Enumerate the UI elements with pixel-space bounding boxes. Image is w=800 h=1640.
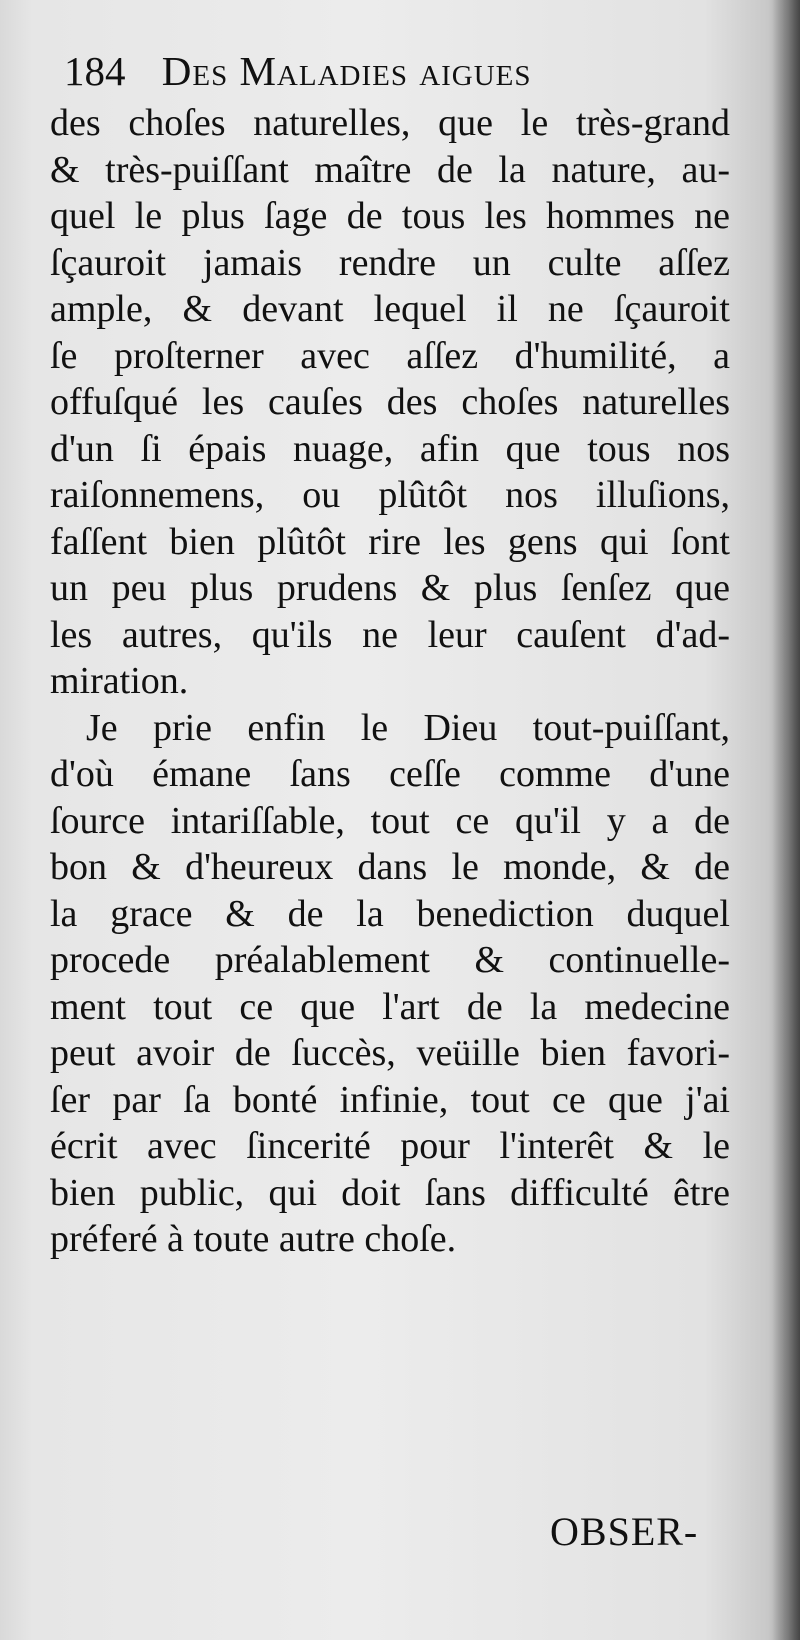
text-line: ample, & devant lequel il ne ſçauroit <box>50 288 730 330</box>
catchword: OBSER- <box>550 1509 699 1554</box>
running-title: Des Maladies aigues <box>161 48 532 94</box>
text-line: ſe proſterner avec aſſez d'humilité, a <box>50 334 730 377</box>
text-line: ſçauroit jamais rendre un culte aſſez <box>50 241 730 284</box>
page-edge-shadow <box>772 0 800 1640</box>
text-line: la grace & de la benediction duquel <box>50 892 730 935</box>
text-line: & très-puiſſant maître de la nature, au- <box>50 148 730 191</box>
text-line: bien public, qui doit ſans difficulté être <box>50 1171 730 1214</box>
text-line: miration. <box>50 660 189 702</box>
text-line: bon & d'heureux dans le monde, & de <box>50 846 730 888</box>
text-line: offuſqué les cauſes des choſes naturelles <box>50 381 730 423</box>
text-line: peut avoir de ſuccès, veüille bien favori- <box>50 1032 730 1074</box>
text-line: ment tout ce que l'art de la medecine <box>50 985 730 1028</box>
body-text <box>50 100 730 1263</box>
text-line: un peu plus prudens & plus ſenſez que <box>50 567 730 609</box>
text-line: ſer par ſa bonté infinie, tout ce que j'ai <box>50 1078 730 1121</box>
text-line: d'où émane ſans ceſſe comme d'une <box>50 753 730 795</box>
text-line: quel le plus ſage de tous les hommes ne <box>50 195 730 237</box>
text-line: Je prie enfin le Dieu tout-puiſſant, <box>86 706 730 749</box>
page-number: 184 <box>64 48 126 94</box>
text-line: d'un ſi épais nuage, afin que tous nos <box>50 427 730 470</box>
text-line: faſſent bien plûtôt rire les gens qui ſont <box>50 520 730 563</box>
text-line: les autres, qu'ils ne leur cauſent d'ad- <box>50 613 730 656</box>
paragraph-1 <box>50 100 730 705</box>
text-line: procede préalablement & continuelle- <box>50 939 730 981</box>
text-line: des choſes naturelles, que le très-grand <box>50 102 730 144</box>
text-line: ſource intariſſable, tout ce qu'il y a de <box>50 799 730 842</box>
text-line: écrit avec ſincerité pour l'interêt & le <box>50 1125 730 1167</box>
paragraph-2 <box>50 705 730 1263</box>
text-line: préferé à toute autre choſe. <box>50 1218 457 1260</box>
text-line: raiſonnemens, ou plûtôt nos illuſions, <box>50 474 730 516</box>
running-header <box>64 40 744 102</box>
